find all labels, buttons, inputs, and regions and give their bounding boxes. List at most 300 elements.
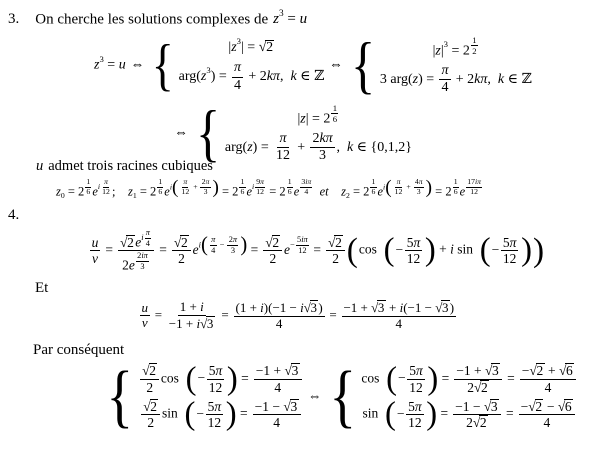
- math-run: 3: [416, 187, 421, 197]
- math-run: ) =: [418, 72, 438, 88]
- fraction: [407, 363, 425, 395]
- right-paren: ): [521, 232, 532, 269]
- math-run: i: [252, 182, 255, 192]
- fraction: [254, 363, 302, 395]
- math-run: (: [407, 72, 413, 88]
- math-run: =: [103, 57, 119, 73]
- superscript: [141, 228, 152, 248]
- math-run: 5: [409, 362, 416, 378]
- math-run: 3: [140, 261, 145, 271]
- math-run: 2: [269, 251, 277, 267]
- math-run: 2: [178, 251, 185, 267]
- radicand: [490, 399, 499, 414]
- math-run: |: [297, 111, 301, 127]
- math-run: 2: [147, 415, 155, 431]
- math-run: (: [242, 140, 248, 156]
- math-run: = 2: [64, 184, 85, 199]
- math-run: i: [260, 300, 264, 315]
- radicand: [180, 235, 189, 250]
- brace-system: [326, 358, 578, 435]
- math-run: 2: [137, 251, 142, 261]
- radical-sign: √: [473, 379, 482, 395]
- math-run: ⇔: [303, 387, 326, 403]
- system-rows: [223, 103, 412, 165]
- math-run: −1 +: [456, 363, 485, 378]
- math-run: k: [290, 69, 297, 85]
- math-run: +: [191, 182, 200, 192]
- math-run: 6: [332, 113, 338, 124]
- math-run: 6: [566, 363, 573, 378]
- denominator: [543, 380, 554, 396]
- math-run: (−1 −: [403, 300, 436, 315]
- math-run: e: [135, 234, 142, 250]
- math-run: 4: [543, 415, 551, 431]
- fraction: [296, 235, 309, 255]
- fraction: [141, 399, 160, 431]
- math-run: 12: [256, 187, 265, 197]
- math-run: u: [299, 11, 308, 28]
- math-run: 3: [377, 300, 385, 315]
- paren-group: [386, 360, 439, 397]
- numerator: [254, 363, 302, 380]
- math-run: π: [396, 177, 401, 187]
- fraction: [326, 235, 345, 267]
- math-run: −: [196, 405, 205, 421]
- fraction: [255, 178, 265, 197]
- system-rows: [378, 35, 532, 97]
- math-run: 12: [102, 187, 110, 197]
- numerator: [210, 235, 217, 246]
- math-run: −: [395, 241, 404, 257]
- square-root: [143, 399, 158, 414]
- math-run: cos: [160, 370, 179, 386]
- math-run: −: [197, 370, 206, 386]
- math-run: cos: [361, 370, 380, 386]
- math-run: ,: [336, 140, 347, 156]
- fraction: [206, 399, 224, 431]
- math-run: [329, 185, 342, 199]
- denominator: [267, 251, 278, 267]
- math-run: π: [205, 177, 210, 187]
- math-run: iπ: [475, 177, 482, 187]
- math-run: 6: [453, 187, 458, 197]
- square-root: [283, 399, 298, 414]
- math-run: −: [520, 398, 529, 414]
- numerator: [310, 131, 334, 148]
- math-run: arg: [178, 69, 197, 85]
- radical-sign: √: [303, 300, 311, 315]
- fraction: [331, 103, 338, 124]
- math-run: z: [94, 57, 100, 73]
- math-run: = 2: [218, 184, 239, 199]
- equation-system-solution: [174, 98, 412, 168]
- math-run: +: [385, 300, 400, 315]
- math-run: 1 +: [179, 299, 201, 314]
- math-run: 12: [207, 415, 222, 431]
- denominator: [140, 316, 150, 331]
- numerator: [471, 35, 478, 46]
- fraction: [405, 235, 423, 267]
- numerator: [331, 103, 338, 114]
- math-run: 3: [290, 398, 298, 414]
- radicand: [290, 399, 299, 414]
- math-run: 2: [127, 234, 134, 250]
- par-consequent-text: Par conséquent: [33, 342, 125, 358]
- fraction: [140, 301, 150, 332]
- fraction: [180, 178, 190, 197]
- fraction: [310, 131, 334, 164]
- radicand: [479, 415, 488, 430]
- radicand: [206, 316, 214, 331]
- denominator: [303, 188, 309, 197]
- denominator: [232, 78, 243, 94]
- math-run: =: [309, 241, 325, 257]
- math-run: z: [435, 43, 441, 59]
- u-variable: [36, 158, 43, 174]
- math-run: =: [218, 306, 232, 322]
- fraction: [157, 178, 163, 197]
- fraction: [274, 131, 292, 164]
- system-row: [362, 398, 576, 431]
- superscript: [135, 251, 150, 271]
- math-run: 2: [272, 234, 280, 250]
- math-run: 4: [395, 315, 403, 331]
- superscript: [470, 35, 479, 56]
- math-run: 6: [564, 398, 572, 414]
- math-run: i: [200, 299, 204, 314]
- math-run: =: [236, 405, 252, 421]
- square-root: [142, 363, 157, 378]
- fraction: [234, 300, 325, 332]
- math-run: = 2: [266, 184, 286, 199]
- equation-cubic-roots: [56, 178, 483, 200]
- item-3-line: [8, 10, 307, 30]
- math-run: v: [92, 251, 98, 267]
- radicand: [565, 363, 574, 378]
- math-run: 2: [266, 40, 274, 56]
- math-run: π: [183, 177, 188, 187]
- math-run: 2: [146, 379, 154, 395]
- math-run: 4: [274, 379, 282, 395]
- math-run: 2: [346, 190, 350, 200]
- math-run: =: [247, 241, 262, 257]
- math-run: 2: [481, 379, 488, 395]
- math-run: e: [246, 184, 253, 199]
- math-run: + 2: [244, 69, 267, 85]
- math-run: π: [414, 398, 422, 414]
- math-run: 3: [206, 315, 214, 331]
- math-run: 4: [234, 77, 242, 93]
- square-root: [371, 300, 386, 315]
- math-run: 3: [441, 300, 449, 315]
- denominator: [230, 246, 237, 256]
- denominator: [370, 188, 376, 197]
- fraction: [394, 178, 404, 197]
- fraction: [439, 63, 450, 96]
- math-run: 3: [490, 398, 498, 414]
- denominator: [331, 114, 338, 124]
- denominator: [272, 380, 283, 396]
- numerator: [140, 363, 159, 380]
- right-paren: ): [240, 233, 248, 256]
- right-paren: ): [427, 360, 439, 397]
- denominator: [90, 251, 100, 267]
- square-root: [304, 300, 319, 315]
- square-root: [529, 363, 544, 378]
- math-run: k: [346, 140, 354, 156]
- math-run: i: [169, 182, 173, 192]
- math-run: 1: [371, 177, 376, 187]
- fraction: [253, 399, 301, 431]
- math-run: =: [283, 11, 300, 28]
- math-run: z: [200, 69, 207, 85]
- math-run: u: [91, 234, 99, 250]
- right-paren: ): [226, 360, 238, 397]
- math-run: ): [449, 300, 455, 315]
- denominator: [471, 46, 478, 56]
- denominator: [330, 251, 341, 267]
- fraction: [136, 251, 149, 271]
- math-run: −: [290, 240, 295, 250]
- fraction: [520, 363, 576, 395]
- radical-sign: √: [371, 300, 379, 315]
- math-run: k: [497, 72, 505, 88]
- math-run: 5: [408, 398, 415, 414]
- left-brace: {: [106, 358, 134, 435]
- math-run: 5: [502, 234, 510, 250]
- paren-group: [385, 178, 432, 197]
- math-run: 3: [443, 39, 449, 50]
- math-run: +: [293, 140, 309, 156]
- math-run: 1: [132, 190, 137, 200]
- math-run: π: [145, 228, 150, 237]
- paren-body: [195, 399, 225, 431]
- radicand: [564, 399, 573, 414]
- math-run: et: [319, 184, 329, 199]
- math-run: i: [141, 233, 144, 243]
- numerator: [405, 235, 423, 252]
- math-run: 0: [60, 190, 65, 200]
- math-run: π: [279, 131, 287, 147]
- paren-body: [395, 235, 425, 267]
- denominator: [406, 415, 424, 431]
- math-run: 5: [297, 235, 302, 245]
- math-run: +: [435, 241, 451, 257]
- math-run: 12: [208, 379, 223, 395]
- math-run: −: [543, 398, 558, 414]
- math-run: =: [437, 405, 452, 421]
- paren-group: [185, 398, 237, 431]
- math-run: 4: [273, 415, 280, 431]
- radical-sign: √: [200, 315, 208, 331]
- math-run: 5: [208, 362, 216, 378]
- denominator: [464, 415, 490, 431]
- numerator: [172, 235, 191, 252]
- math-run: 6: [371, 187, 376, 197]
- radical-sign: √: [435, 300, 443, 315]
- left-paren: (: [385, 177, 392, 198]
- fraction: [466, 178, 482, 197]
- fraction: [207, 363, 225, 395]
- math-run: u: [141, 299, 148, 315]
- math-run: 12: [470, 187, 479, 197]
- math-run: π: [214, 398, 222, 414]
- superscript: [98, 178, 112, 197]
- math-run: 3: [319, 148, 327, 164]
- math-run: u: [36, 158, 44, 174]
- math-run: e: [128, 257, 135, 273]
- math-run: ⇔: [125, 57, 150, 73]
- math-run: e: [459, 184, 466, 199]
- math-run: 3: [236, 36, 241, 47]
- math-run: |: [432, 43, 436, 59]
- math-run: |: [440, 43, 444, 59]
- denominator: [541, 415, 552, 431]
- system-rows: [359, 360, 577, 433]
- math-run: | = 2: [305, 111, 331, 127]
- square-root: [558, 399, 573, 414]
- math-run: | =: [241, 40, 259, 56]
- math-run: ∈ ℤ: [296, 69, 325, 85]
- math-run: 2: [335, 234, 342, 250]
- math-run: π: [234, 60, 242, 76]
- denominator: [167, 316, 217, 332]
- denominator: [145, 415, 156, 431]
- system-row: [140, 398, 303, 431]
- left-brace: {: [329, 358, 356, 435]
- system-row: [228, 37, 274, 57]
- fraction: [140, 363, 159, 395]
- superscript: [290, 235, 310, 255]
- math-run: [179, 370, 186, 385]
- numerator: [232, 60, 243, 77]
- denominator: [453, 188, 459, 197]
- fraction: [453, 399, 501, 431]
- denominator: [144, 380, 155, 396]
- square-root: [474, 380, 489, 395]
- math-run: 5: [207, 398, 215, 414]
- equation-systems-modulus-argument: [94, 30, 532, 100]
- paren-group: [185, 360, 238, 397]
- math-run: 12: [276, 148, 290, 164]
- right-paren: ): [426, 396, 438, 433]
- math-run: −1 +: [255, 363, 285, 378]
- system-row: [138, 360, 303, 397]
- denominator: [101, 188, 111, 197]
- square-root: [120, 235, 135, 250]
- square-root: [200, 316, 215, 331]
- math-run: sin: [457, 241, 474, 257]
- math-run: 6: [86, 187, 91, 197]
- math-run: 2: [150, 398, 158, 414]
- item-3-number: 3.: [8, 11, 20, 28]
- numerator: [227, 235, 238, 246]
- math-run: 2: [467, 379, 474, 395]
- math-run: 1: [86, 177, 91, 187]
- math-run: ;: [111, 184, 128, 199]
- math-run: iπ: [141, 251, 148, 261]
- radicand: [480, 380, 489, 395]
- math-run: π: [413, 234, 421, 250]
- math-run: π: [215, 362, 223, 378]
- superscript: [286, 178, 294, 197]
- superscript: [170, 178, 219, 197]
- math-run: =: [326, 306, 340, 322]
- numerator: [141, 399, 160, 416]
- math-run: z: [127, 184, 133, 199]
- fraction: [501, 235, 519, 267]
- radical-sign: √: [120, 234, 128, 250]
- denominator: [416, 188, 422, 197]
- denominator: [206, 415, 224, 431]
- superscript: [383, 178, 432, 197]
- radicand: [491, 363, 500, 378]
- math-run: 2: [479, 415, 487, 431]
- radicand: [126, 235, 135, 250]
- denominator: [287, 188, 293, 197]
- left-brace: {: [195, 98, 220, 168]
- denominator: [85, 188, 91, 197]
- math-run: z: [412, 72, 419, 88]
- left-paren: (: [346, 232, 358, 270]
- paren-body: [491, 235, 521, 267]
- math-run: π: [232, 235, 238, 245]
- math-run: −: [521, 363, 530, 378]
- math-run: i: [97, 182, 101, 192]
- cubic-roots-sentence: [36, 157, 213, 176]
- right-paren: ): [532, 232, 545, 270]
- denominator: [394, 188, 404, 197]
- radicand: [265, 40, 274, 56]
- math-run: 1: [287, 177, 292, 187]
- math-run: π: [104, 177, 108, 187]
- superscript: [299, 178, 313, 197]
- math-run: 12: [409, 379, 423, 395]
- system-row: [361, 360, 577, 397]
- math-run: = 2: [448, 43, 470, 59]
- math-run: =: [503, 370, 519, 386]
- math-run: = 2: [432, 184, 452, 199]
- item-4-number: 4.: [8, 207, 20, 223]
- paren-body: [178, 178, 212, 197]
- denominator: [239, 188, 245, 197]
- math-run: 2: [466, 415, 473, 431]
- math-run: 12: [502, 251, 517, 267]
- math-run: i: [383, 182, 386, 192]
- fraction: [210, 235, 217, 255]
- superscript: [452, 178, 460, 197]
- math-run: = 2: [136, 184, 157, 199]
- denominator: [176, 251, 187, 267]
- math-run: ) =: [252, 140, 273, 156]
- radical-sign: √: [557, 398, 566, 414]
- math-run: =: [155, 241, 171, 257]
- fraction: [342, 300, 457, 332]
- math-run: 2: [332, 251, 339, 267]
- fraction: [471, 35, 478, 56]
- math-run: +: [404, 182, 413, 192]
- numerator: [118, 228, 154, 251]
- fraction: [263, 235, 282, 267]
- math-run: e: [192, 241, 199, 257]
- math-run: sin: [362, 405, 379, 421]
- paren-group: [480, 234, 532, 267]
- math-run: i: [198, 240, 201, 250]
- radical-sign: √: [173, 234, 182, 250]
- denominator: [407, 380, 425, 396]
- math-run: −1 +: [168, 315, 197, 331]
- math-run: kπ: [266, 69, 280, 85]
